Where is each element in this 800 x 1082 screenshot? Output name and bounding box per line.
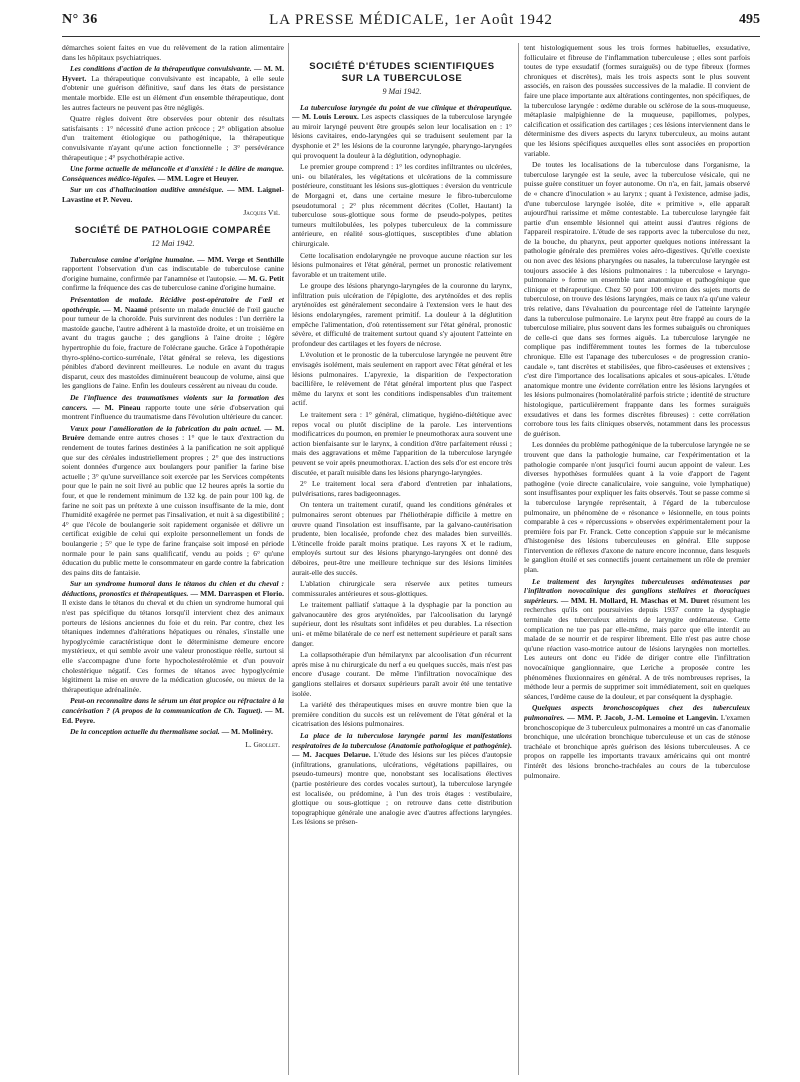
communication-text: rapporte toute une série d'observation qui montrent l'influence du traumatisme dans l'évolution ultérieure du cancer. — [62, 402, 284, 422]
communication-title: De l'influence des traumatismes violents sur la formation des cancers. — [62, 393, 284, 412]
communication — [524, 577, 750, 702]
communication — [524, 703, 750, 780]
communication — [62, 696, 284, 725]
signature: L. Grollet. — [245, 739, 280, 749]
column-divider — [288, 43, 289, 1075]
communication-author: — MM. Logre et Heuyer. — [157, 173, 239, 183]
communication-title: Tuberculose canine d'origine humaine. — [70, 254, 195, 264]
communication-title: Peut-on reconnaître dans le sérum un état propice ou réfractaire à la cancérisation ? (A propos de la communication de Ch. Taguet). — [62, 696, 284, 715]
paragraph: Le groupe des lésions pharyngo-laryngées de la couronne du larynx, infiltration puis ulcération de l'épiglotte, des aryténoïdes et des replis aryténoïdes est généralement secondaire à l'extension vers le haut des lésions endolaryngées, rarement primitif. La douleur à la déglutition empêche l'alimentation, d'où retentissement sur l'état général, pronostic sévère, et difficulté de traitement surtout quand s'y ajoutent l'atteinte en profondeur des cartilages et les foyers de nécrose. — [292, 281, 512, 348]
paragraph: La collapsothérapie d'un hémilarynx par alcoolisation d'un récurrent après mise à nu chirurgicale du nerf a eu quelques succès, mais n'est pas encore d'usage courant. De même l'infiltration novocaïnique des ganglions stellaires et dorsaux supérieurs paraît avoir été une tentative isolée. — [292, 650, 512, 698]
header-rule — [62, 36, 760, 37]
communication-text: Les aspects classiques de la tuberculose laryngée au miroir laryngé peuvent être groupés selon leur localisation en : 1° lésions cavitaires, endo-laryngées qui se traduisent seulement par la dysphonie et 2° les lésions de la couronne laryngée, pharyngo-laryngées qui provoquent la douleur à la déglutition, odynophagie. — [292, 112, 512, 160]
paragraph: On tentera un traitement curatif, quand les conditions générales et pulmonaires seront obtenues par l'héliothérapie difficile à mettre en œuvre quand l'insolation est insuffisante, par la galvano-cautérisation prudente, bien localisée, profonde chez des malades bien surveillés. L'étincelle froide paraît moins pratique. Les rayons X et le radium, employés surtout sur des lésions pharyngo-laryngées ont donné des déboires, peut-être une meilleure technique sur des lésions limitées aurait-elle des succès. — [292, 500, 512, 577]
paragraph: L'ablation chirurgicale sera réservée aux petites tumeurs commissurales antérieures et sous-glottiques. — [292, 579, 512, 598]
communication-title: Présentation de malade. Récidive post-opératoire de l'œil et opothérapie. — [62, 295, 284, 314]
column-right — [524, 43, 750, 1075]
paragraph: Le traitement sera : 1° général, climatique, hygiéno-diététique avec repos vocal ou plutôt discipline de la parole. Les interventions modificatrices du poumon, en premier le pneumothorax aura souvent une action bienfaisante sur le larynx, à condition d'être parfaitement réussi ; mais des aggravations et même l'apparition de la tuberculose laryngée peuvent se voir après pneumothorax. L'action des sels d'or est encore très discutée, et paraît nuisible dans les lésions pharyngo-laryngées. — [292, 410, 512, 477]
section-date: 12 Mai 1942. — [151, 239, 195, 249]
communication — [62, 295, 284, 391]
paragraph: Cette localisation endolaryngée ne provoque aucune réaction sur les lésions pulmonaires et l'état général, permet un pronostic relativement favorable et un traitement utile. — [292, 250, 512, 279]
column-divider — [518, 43, 519, 1075]
column-middle — [292, 43, 512, 1075]
journal-title: LA PRESSE MÉDICALE, 1er Août 1942 — [269, 12, 553, 28]
paragraph: Les données du problème pathogénique de la tuberculose laryngée ne se trouvent que dans la pathologie humaine, car l'expérimentation et la pathologie comparée n'ont jusqu'ici fourni aucun appoint de valeur. Les diverses hypothèses formulées quant à la voie d'apport de l'agent pathogène (voie directe canaliculaire, voie sanguine, voie lymphatique) sont insuffisantes pour expliquer les faits observés. Tout se passe comme si la tuberculose laryngée représentait, à l'égard de la tuberculose pulmonaire, un phénomène de « résonance » lésionnelle, en tous points comparable à ces « répercussions » observées expérimentalement pour la première fois par Fr. Franck. Cette conception s'appuie sur le mécanisme d'histogenèse des lésions tuberculeuses en général. Elle suppose l'intervention de réflexes d'axone de nature encore inconnue, dans lesquels le ganglion étoilé et ses connectifs jouent certainement un rôle de premier plan. — [524, 440, 750, 575]
paragraph: La variété des thérapeutiques mises en œuvre montre bien que la première condition du succès est un relèvement de l'état général et la cicatrisation des lésions pulmonaires. — [292, 700, 512, 729]
communication — [62, 727, 284, 737]
communication-author: — MM. H. Mollard, H. Maschas et M. Duret — [560, 595, 710, 605]
paragraph: tent histologiquement sous les trois formes habituelles, exsudative, folliculaire et fibreuse de l'inflammation tuberculeuse ; elles sont parfois toutes de type exsudatif (formes suraiguës) ou de type fibreux (formes chroniques et discrètes), mais les trois aspects sont le plus souvent associés, en raison des poussées successives de la maladie. Il convient de faire une place importante aux altérations contingentes, non spécifiques, de la tuberculose laryngée : œdème durable ou sclérose de la sous-muqueuse, métaplasie malpighienne de la muqueuse, papillomes, polypes, calcification et ossification des cartilages ; ces lésions interviennent dans le déterminisme des divers aspects du larynx tuberculeux, au moins autant que les lésions spécifiques auxquelles elles sont associées en proportion variable. — [524, 43, 750, 158]
section-date: 9 Mai 1942. — [382, 87, 422, 96]
communication-text: L'examen bronchoscopique de 3 tuberculeux pulmonaires a montré un cas d'anomalie bronchique, une ulcération bronchique tuberculeuse et un cas de sténose trachéale et bronchique après guérison des lésions tuberculeuses. A ce propos on rappelle les importants travaux américains qui ont montré l'intérêt des lésions broncho-trachéales au cours de la tuberculose pulmonaire. — [524, 712, 750, 780]
communication-title: Une forme actuelle de mélancolie et d'anxiété : le délire de manque. Conséquences médico-légales. — [62, 164, 284, 183]
issue-number: N° 36 — [62, 12, 98, 27]
communication — [62, 579, 284, 694]
communication-title: Le traitement des laryngites tuberculeuses œdémateuses par l'infiltration novocaïnique des ganglions stellaires et thoraciques supérieurs. — [524, 576, 750, 605]
communication-author: — M. G. Petit — [238, 273, 284, 283]
communication — [62, 424, 284, 578]
paragraph: De toutes les localisations de la tuberculose dans l'organisme, la tuberculose laryngée est la seule, avec la tuberculose vésicale, qui ne puisse guère constituer un foyer autonome. On n'a, en fait, jamais observé de « chancre d'inoculation » au larynx ; quant à l'existence, admise jadis, d'une tuberculose laryngée isolée, dite « primitive », elle apparaît aujourd'hui rarissime et même contestable. La tuberculose laryngée fait partie d'un ensemble lésionnel qui atteint aussi d'autres régions de l'appareil respiratoire. L'étude de ses rapports avec la tuberculose du nez, de la bouche, du pharynx, peut apporter quelques notions intéressant la pathologie générale des premières voies aéro-digestives. Qu'elle coexiste ou non avec des lésions pharyngées ou nasales, la tuberculose laryngée est toujours associée à des lésions pulmonaires : la tuberculose « laryngo-pulmonaire » forme un ensemble tant anatomique et pathogénique que clinique et thérapeutique. Chez 50 pour 100 environ des sujets morts de tuberculose, on trouve des lésions laryngées, mais ce taux n'a qu'une valeur très relative, dans l'évaluation du pourcentage réel de l'atteinte laryngée dans la tuberculose pulmonaire. Le larynx peut être frappé au cours de la tuberculose miliaire, plus souvent dans les formes subaiguës ou chroniques de celle-ci que dans ses formes aiguës. La tuberculose laryngée ne complique pas indifféremment toutes les formes de la tuberculose chronique. Elle est l'apanage des tuberculoses « de progression cranio-caudale », tant discrètes et stabilisées, que fibro-caséeuses et extensives ; c'est dire l'importance des localisations apicales et sous-apicales. L'étude anatomique montre une évidente corrélation entre les lésions laryngées et les lésions pulmonaires (homolatéralité parfois stricte ; identité de structure histologique, particulièrement frappante dans les formes suraiguës exsudatives et dans les formes discrètes fibreuses) : cette corrélation corrobore tous les faits cliniques observés, notamment dans les processus de guérison. — [524, 160, 750, 438]
communication-title: Sur un syndrome humoral dans le tétanos du chien et du cheval : déductions, pronostics et thérapeutiques. — [62, 579, 284, 598]
communication-text: La thérapeutique convulsivante est incapable, à elle seule d'obtenir une guérison définitive, sauf dans les états de persistance mentale morbide. Elle est un élément d'un ensemble thérapeutique, dont les autres facteurs ne peuvent pas être négligés. — [62, 73, 284, 112]
communication-author: — M. Louis Leroux. — [292, 112, 359, 122]
communication-author: — M. M. Hyvert. — [62, 64, 284, 83]
paragraph: Le traitement palliatif s'attaque à la dysphagie par la ponction au galvanocautère des gros aryténoïdes, par l'alcoolisation du laryngé supérieur, dont les résultats sont infidèles et peu durables. La résection uni- et même bilatérale de ce nerf est nettement supérieure et paraît sans danger. — [292, 600, 512, 648]
communication-author: — MM. P. Jacob, J.-M. Lemoine et Langevin. — [567, 712, 719, 722]
communication-author: — M. Pineau — [92, 402, 141, 412]
communication — [62, 64, 284, 112]
communication-author: — MM. Verge et Senthille — [197, 254, 284, 264]
section-title-line: SUR LA TUBERCULOSE — [341, 73, 463, 84]
communication — [292, 103, 512, 161]
communication-author: — M. Ed. Peyre. — [62, 706, 284, 725]
communication-author: — MM. Darraspen et Florio. — [190, 588, 284, 598]
communication-title: Vœux pour l'amélioration de la fabrication du pain actuel. — [70, 423, 262, 433]
paragraph: démarches soient faites en vue du relèvement de la ration alimentaire dans les hôpitaux psychiatriques. — [62, 43, 284, 62]
signature: Jacques Vié. — [243, 207, 280, 217]
column-left — [62, 43, 284, 1075]
communication-author: — M. Naamé — [103, 304, 148, 314]
paragraph: Quatre règles doivent être observées pour obtenir des résultats satisfaisants : 1° nécessité d'une action précoce ; 2° obligation absolue d'un traitement étiologique ou pathogénique, la thérapeutique convulsivante n'ayant qu'une action fonctionnelle ; 3° persévérance thérapeutique ; 4° psychothérapie active. — [62, 114, 284, 162]
communication-author: — M. Molinéry. — [221, 727, 273, 737]
communication — [62, 393, 284, 422]
communication-author: — M. Jacques Delarue. — [292, 750, 371, 760]
paragraph: 2° Le traitement local sera d'abord d'entretien par inhalations, pulvérisations, rares badigeonnages. — [292, 479, 512, 498]
paragraph: Le premier groupe comprend : 1° les cordites infiltrantes ou ulcérées, uni- ou bilatérales, les végétations et ulcérations de la commissure postérieure, constituant les lésions sus-glottiques : éversion du ventricule de Morgagni et, dans une certaine mesure le fibro-tuberculome pseudotumoral ; 2° plus récemment décrites (Collet, Hautant) la tuberculose sous-glottique sous forme de pseudo-polypes, petites tumeurs multilobulées, les polypes tuberculeux de la commissure antérieure, en réalité sous-glottiques, susceptibles d'une ablation chirurgicale. — [292, 162, 512, 248]
communication — [62, 164, 284, 183]
communication-text: confirme la fréquence des cas de tuberculose canine d'origine humaine. — [62, 283, 276, 293]
page-header — [62, 12, 760, 34]
communication-text: demande entre autres choses : 1° que le taux d'extraction du rendement de toutes farines destinées à la panification ne soit appliqué que sur des céréales industriellement propres ; 2° que des instructions soient données d'urgence aux boulangers pour panifier la farine bise actuelle ; 3° qu'une surveillance soit exercée par les Services compétents pour que le pain ne soit livré au public que 12 heures après la sortie du four, et que le rendement minimum de 132 kg. de pain pour 100 kg. de farine ne soit pas un prétexte à une cuisson insuffisante de la mie, dont l'humidité exagérée ne permet pas l'insalivation, et nuit à sa digestibilité ; 4° que l'école de boulangerie soit rapidement organisée et délivre un certificat exigible de celui qui exploite personnellement un fonds de boulangerie ; 5° que le type de farine française soit imposé en période normale pour le pain sans qualificatif, vendu au poids ; 6° qu'une éducation du public mette le consommateur en garde contre la fabrication des pains dits de fantaisie. — [62, 433, 284, 577]
communication-text: rapportent l'observation d'un cas indiscutable de tuberculose canine d'origine humaine, confirmée par l'anamnèse et l'autopsie. — [62, 264, 284, 283]
communication-title: La tuberculose laryngée du point de vue clinique et thérapeutique. — [300, 102, 512, 112]
page-number: 495 — [739, 12, 760, 27]
communication-text: Il existe dans le tétanos du cheval et du chien un syndrome humoral qui n'est pas spécifique du tétanos lorsqu'il intervient chez des animaux porteurs de lésions anciennes du foie et du rein. Par contre, chez les tétaniques indemnes d'altérations hépatiques ou rénales, s'installe une hypoglycémie caractéristique dont le déterminisme demeure encore mystérieux, et qui semble avoir une valeur pronostique réelle, surtout si elle s'accompagne d'une forte hypocholestérolémie et d'un pouvoir cholestérique négatif. Ces formes de tétanos avec hypoglycémie légitiment la mise en œuvre de la médication glucosée, ou mieux de la thérapeutique adrénalinée. — [62, 598, 284, 694]
communication-title: La place de la tuberculose laryngée parmi les manifestations respiratoires de la tuberculose (Anatomie pathologique et pathogénie). — [292, 731, 512, 750]
communication-title: Sur un cas d'hallucination auditive amnésique. — [70, 185, 224, 195]
communication-text: résument les recherches qu'ils ont poursuivies depuis 1937 contre la dysphagie terminale des tuberculeux atteints de laryngite œdémateuse. Cette complication ne tue pas par elle-même, mais parce que elle interdit au malade de se nourrir et de respirer librement. Elle n'est pas autre chose qu'une réaction vaso-motrice autour de lésions laryngées non mortelles. Les auteurs ont donc eu l'idée de diriger contre elle l'infiltration novocaïnique ganglionnaire, que Leriche a proposée contre les phénomènes fluxionnaires en général. A de très nombreuses reprises, la méthode leur a permis de supprimer soit immédiatement, soit en quelques séances, l'œdème cause de la douleur, et par conséquent la dysphagie. — [524, 595, 750, 701]
paragraph: L'évolution et le pronostic de la tuberculose laryngée ne peuvent être envisagés isolément, mais seulement en rapport avec l'état général et les lésions pulmonaires. L'apyrexie, la disparition de l'expectoration bacillifère, le relèvement de l'état général importent plus que l'aspect même du larynx et sont les conditions indispensables d'un traitement actif. — [292, 350, 512, 408]
communication-title: De la conception actuelle du thermalisme social. — [70, 727, 220, 737]
communication-author: — M. Bruère — [62, 423, 284, 443]
section-title: SOCIÉTÉ DE PATHOLOGIE COMPARÉE — [74, 225, 272, 237]
communication-author: — MM. Laignel-Lavastine et P. Neveu. — [62, 185, 284, 204]
communication — [62, 185, 284, 204]
section-title-line: SOCIÉTÉ D'ÉTUDES SCIENTIFIQUES — [309, 61, 495, 72]
communication-text: présente un malade énucléé de l'œil gauche pour tumeur de la choroïde. Puis survinrent des nodules : l'un derrière la mastoïde gauche, l'autre adhérent à la mastoïde droite, et un troisième en avant du tragus gauche ; des ganglions à l'aine droite ; légère hypertrophie du foie, fracture de l'olécrane gauche. Grâce à l'opothérapie thyro-spléno-cortico-surrénale, l'état général se releva, les digestions pénibles d'abord devinrent meilleures. Le nodule en avant du tragus disparut, ceux des mastoïdes diminuèrent beaucoup de volume, ainsi que les ganglions de l'aine. Enfin les douleurs cessèrent au niveau du coude. — [62, 304, 284, 391]
communication-title: Les conditions d'action de la thérapeutique convulsivante. — [70, 64, 252, 74]
communication — [292, 731, 512, 827]
communication — [62, 255, 284, 293]
communication-text: L'étude des lésions sur les pièces d'autopsie (infiltrations, granulations, ulcérations, végétations papillaires, ou pseudo-tumeurs) montre que, nonobstant ses localisations électives (partie postérieure des cordes vocales surtout), la tuberculose laryngée est localisée, ou prédomine, à l'un des trois étages : vestibulaire, glottique ou sous-glottique ; on retrouve dans cette distribution topographique générale une analogie avec d'autres affections laryngées. Les lésions se présen- — [292, 750, 512, 827]
section-title — [292, 61, 512, 85]
communication-title: Quelques aspects bronchoscopiques chez des tuberculeux pulmonaires. — [524, 703, 750, 722]
